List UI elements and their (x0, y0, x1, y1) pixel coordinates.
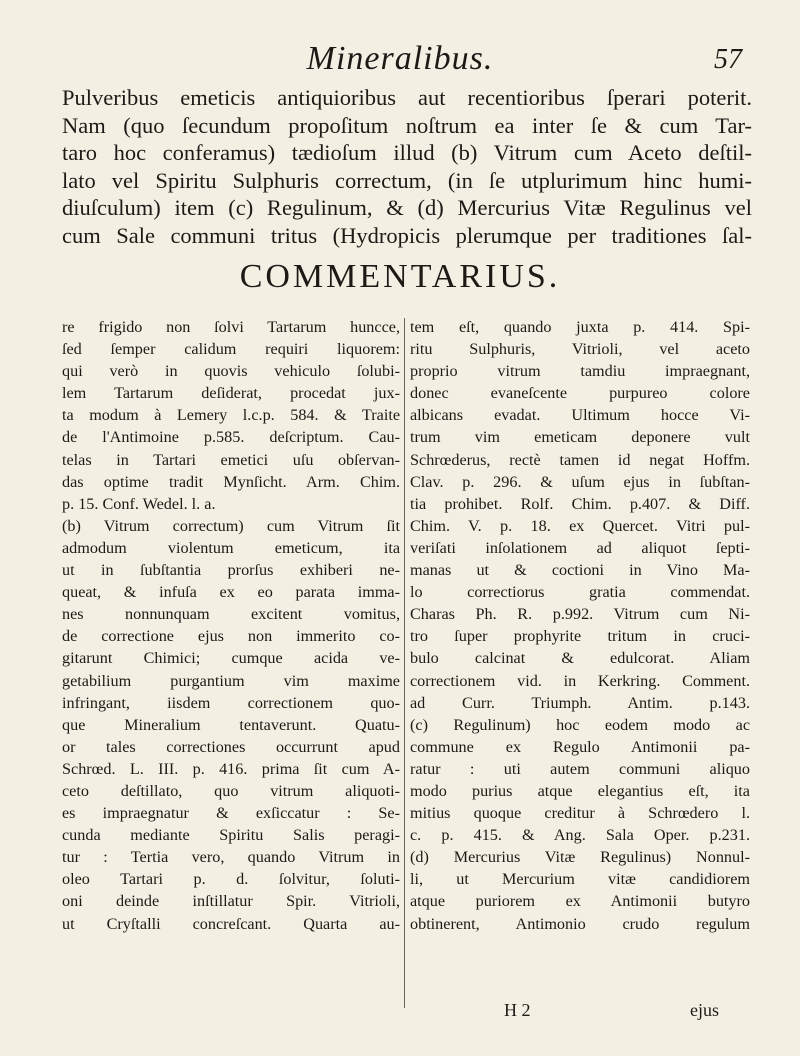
text-line: ut in ſubſtantia prorſus exhiberi ne- (62, 561, 400, 580)
text-line: lato vel Spiritu Sulphuris correctum, (in ſe utplurimum hinc humi- (62, 167, 752, 193)
text-line: diuſculum) item (c) Regulinum, & (d) Mercurius Vitæ Regulinus vel (62, 195, 752, 221)
text-line: (b) Vitrum correctum) cum Vitrum ſit (62, 516, 400, 535)
text-line: Schrœd. L. III. p. 416. prima ſit cum A- (62, 759, 400, 778)
text-line: bulo calcinat & edulcorat. Aliam (410, 649, 750, 668)
text-line: telas in Tartari emetici uſu obſervan- (62, 450, 400, 469)
text-line: oleo Tartari p. d. ſolvitur, ſoluti- (62, 870, 400, 889)
text-line: trum vim emeticam deponere vult (410, 428, 750, 447)
text-line: cum Sale communi tritus (Hydropicis plerumque per traditiones ſal- (62, 222, 752, 248)
text-line: de correctione ejus non immerito co- (62, 627, 400, 646)
text-line: li, ut Mercurium vitæ candidiorem (410, 870, 750, 889)
running-head (0, 40, 800, 84)
text-line: tur : Tertia vero, quando Vitrum in (62, 848, 400, 867)
text-line: c. p. 415. & Ang. Sala Oper. p.231. (410, 826, 750, 845)
text-line: ut Cryſtalli concreſcant. Quarta au- (62, 914, 400, 933)
text-line: tro ſuper prophyrite tritum in cruci- (410, 627, 750, 646)
text-line: queat, & infuſa ex eo parata imma- (62, 583, 400, 602)
intro-paragraph (62, 84, 752, 250)
text-line: Pulveribus emeticis antiquioribus aut recentioribus ſperari poterit. (62, 85, 752, 110)
catchword: ejus (690, 1000, 719, 1020)
text-line: gitarunt Chimici; cumque acida ve- (62, 649, 400, 668)
text-line: lem Tartarum deſiderat, procedat jux- (62, 384, 400, 403)
text-line: p. 15. Conf. Wedel. l. a. (62, 494, 216, 513)
text-line: taro hoc conferamus) tædioſum illud (b) Vitrum cum Aceto deſtil- (62, 140, 752, 166)
text-line: ratur : uti autem communi aliquo (410, 759, 750, 778)
text-line: qui verò in quovis vehiculo ſolubi- (62, 362, 400, 381)
text-line: tia prohibet. Rolf. Chim. p.407. & Diff. (410, 494, 750, 513)
text-line: tem eſt, quando juxta p. 414. Spi- (410, 318, 750, 336)
text-line: Charas Ph. R. p.992. Vitrum cum Ni- (410, 605, 750, 624)
page-footer (0, 1000, 800, 1026)
text-line: re frigido non ſolvi Tartarum huncce, (62, 318, 400, 336)
text-line: atque puriorem ex Antimonii butyro (410, 892, 750, 911)
text-line: (c) Regulinum) hoc eodem modo ac (410, 715, 750, 734)
signature-mark: H 2 (504, 1000, 531, 1020)
text-line: es impraegnatur & exſiccatur : Se- (62, 804, 400, 823)
section-heading: COMMENTARIUS. (239, 258, 561, 295)
text-line: que Mineralium tentaverunt. Quatu- (62, 715, 400, 734)
running-title: Mineralibus. (306, 40, 494, 77)
text-line: Nam (quo ſecundum propoſitum noſtrum ea inter ſe & cum Tar- (62, 112, 752, 138)
text-line: admodum violentum emeticum, ita (62, 538, 400, 557)
text-line: ad Curr. Triumph. Antim. p.143. (410, 693, 750, 712)
text-line: ta modum à Lemery l.c.p. 584. & Traite (62, 406, 400, 425)
text-line: getabilium purgantium vim maxime (62, 671, 400, 690)
text-line: nes nonnunquam excitent vomitus, (62, 605, 400, 624)
commentary-left-column (62, 316, 400, 935)
text-line: donec evaneſcente purpureo colore (410, 384, 750, 403)
column-divider (404, 318, 405, 1008)
text-line: albicans evadat. Ultimum hocce Vi- (410, 406, 750, 425)
text-line: de l'Antimoine p.585. deſcriptum. Cau- (62, 428, 400, 447)
text-line: proprio vitrum tamdiu impraegnant, (410, 362, 750, 381)
text-line: cunda mediante Spiritu Salis peragi- (62, 826, 400, 845)
text-line: Clav. p. 296. & uſum ejus in ſubſtan- (410, 472, 750, 491)
text-line: oni deinde inſtillatur Spir. Vitrioli, (62, 892, 400, 911)
text-line: or tales correctiones occurrunt apud (62, 737, 400, 756)
text-line: ritu Sulphuris, Vitrioli, vel aceto (410, 340, 750, 359)
text-line: mitius quoque creditur à Schrœdero l. (410, 804, 750, 823)
text-line: manas ut & coctioni in Vino Ma- (410, 561, 750, 580)
text-line: Chim. V. p. 18. ex Quercet. Vitri pul- (410, 516, 750, 535)
text-line: infringant, iisdem correctionem quo- (62, 693, 400, 712)
text-line: Schrœderus, rectè tamen id negat Hoffm. (410, 450, 750, 469)
text-line: das optime tradit Mynſicht. Arm. Chim. (62, 472, 400, 491)
text-line: obtinerent, Antimonio crudo regulum (410, 914, 750, 933)
text-line: (d) Mercurius Vitæ Regulinus) Nonnul- (410, 848, 750, 867)
text-line: ſed ſemper calidum requiri liquorem: (62, 340, 400, 359)
text-line: ceto deſtillato, quo vitrum aliquoti- (62, 781, 400, 800)
text-line: commune ex Regulo Antimonii pa- (410, 737, 750, 756)
text-line: veriſati inſolationem ad aliquot ſepti- (410, 538, 750, 557)
text-line: modo purius atque elegantius eſt, ita (410, 781, 750, 800)
text-line: lo correctiorus gratia commendat. (410, 583, 750, 602)
text-line: correctionem vid. in Kerkring. Comment. (410, 671, 750, 690)
commentary-right-column (410, 316, 750, 935)
page-number: 57 (714, 44, 742, 75)
